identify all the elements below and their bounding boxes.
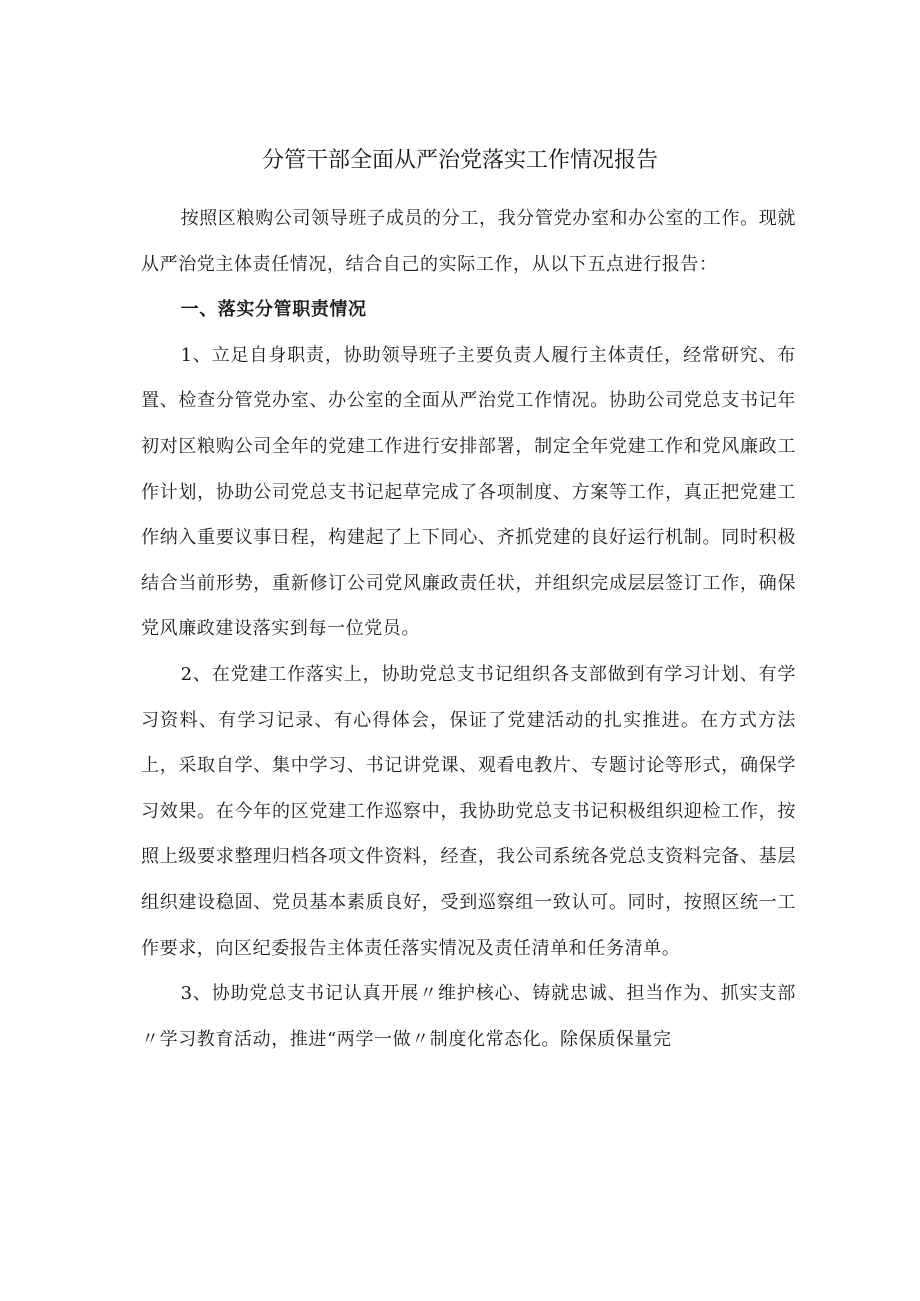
section-heading: 一、落实分管职责情况 — [180, 299, 367, 321]
document-title: 分管干部全面从严治党落实工作情况报告 — [261, 148, 658, 173]
intro-paragraph: 按照区粮购公司领导班子成员的分工，我分管党办室和办公室的工作。现就从严治党主体责任情况，结合自己的实际工作，从以下五点进行报告： — [141, 208, 796, 275]
paragraph-1: 1、立足自身职责，协助领导班子主要负责人履行主体责任，经常研究、布置、检查分管党办室、办公室的全面从严治党工作情况。协助公司党总支书记年初对区粮购公司全年的党建工作进行安排部署，制定全年党建工作和党风廉政工作计划，协助公司党总支书记起草完成了各项制度、方案等工作，真正把党建工作纳入重要议事日程，构建起了上下同心、齐抓党建的良好运行机制。同时积极结合当前形势，重新修订公司党风廉政责任状，并组织完成层层签订工作，确保党风廉政建设落实到每一位党员。 — [141, 344, 796, 640]
paragraph-2: 2、在党建工作落实上，协助党总支书记组织各支部做到有学习计划、有学习资料、有学习记录、有心得体会，保证了党建活动的扎实推进。在方式方法上，采取自学、集中学习、书记讲党课、观看电教片、专题讨论等形式，确保学习效果。在今年的区党建工作巡察中，我协助党总支书记积极组织迎检工作，按照上级要求整理归档各项文件资料，经查，我公司系统各党总支资料完备、基层组织建设稳固、党员基本素质良好，受到巡察组一致认可。同时，按照区统一工作要求，向区纪委报告主体责任落实情况及责任清单和任务清单。 — [141, 663, 796, 959]
paragraph-3: 3、协助党总支书记认真开展〃维护核心、铸就忠诚、担当作为、抓实支部〃学习教育活动，推进“两学一做〃制度化常态化。除保质保量完 — [141, 983, 796, 1050]
document-body — [141, 196, 796, 1062]
